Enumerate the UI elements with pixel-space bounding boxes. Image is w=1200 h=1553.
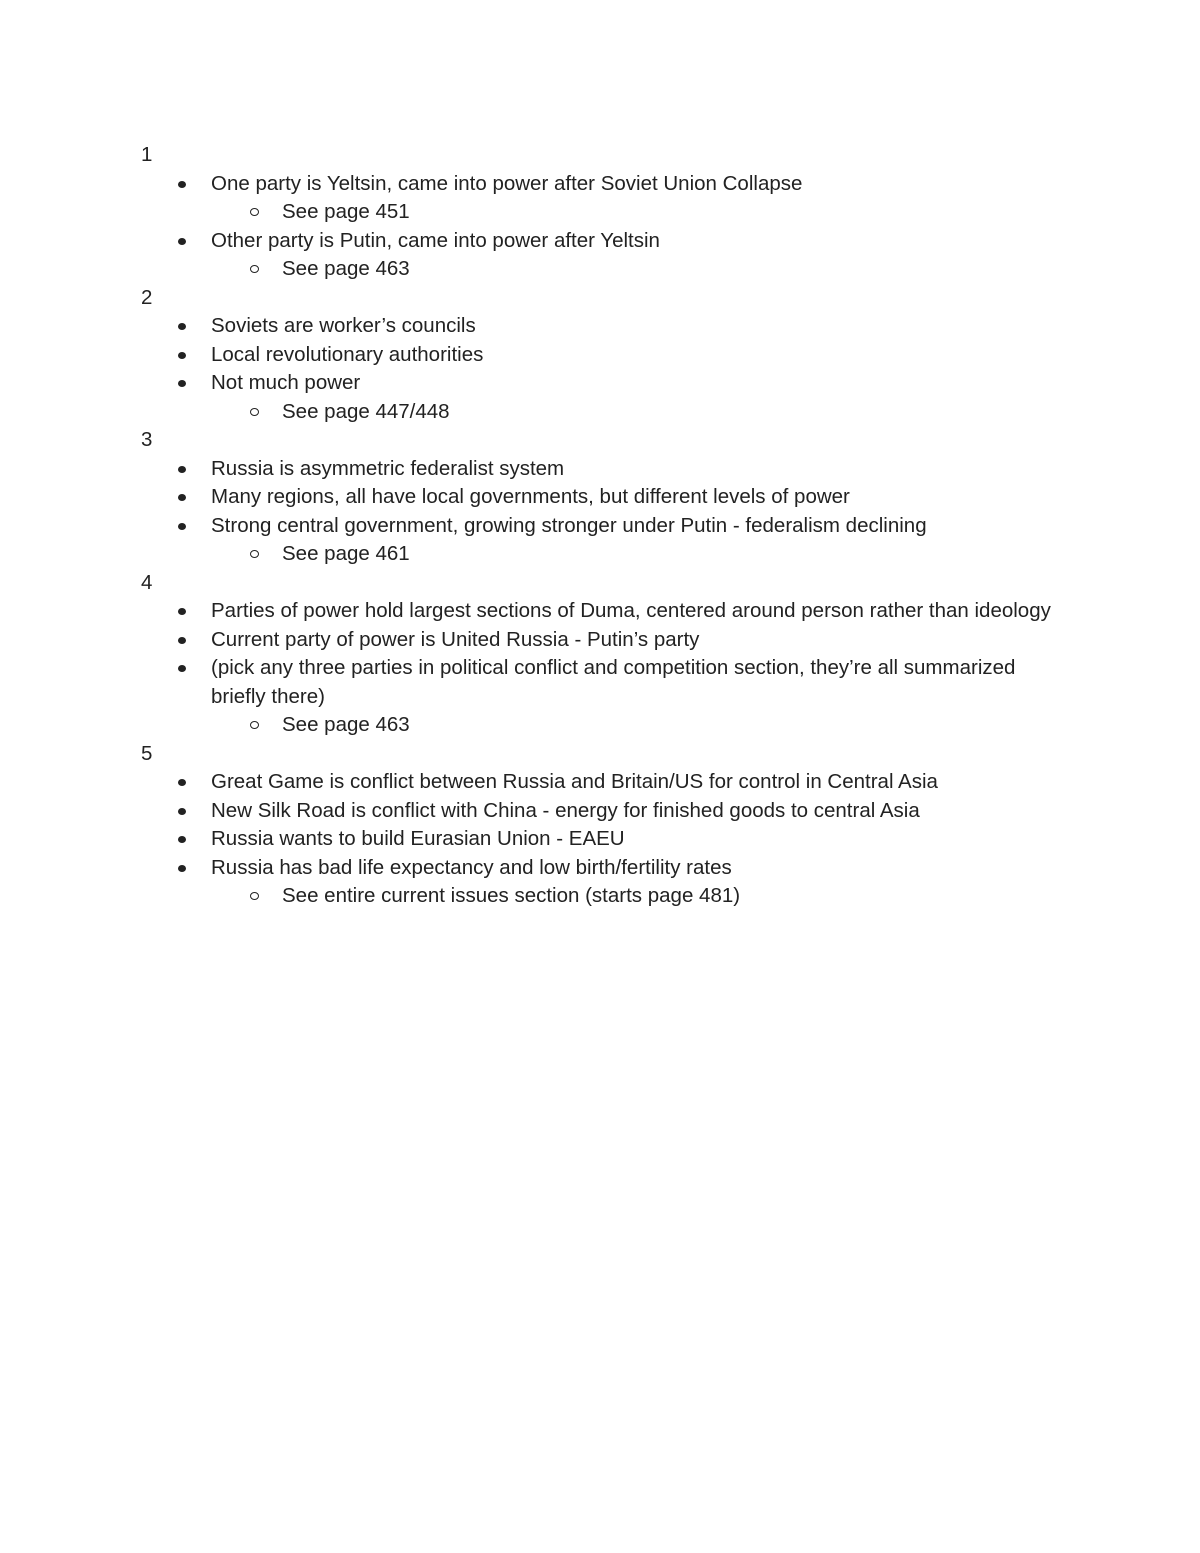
hollow-circle-icon — [250, 892, 259, 900]
section-number: 4 — [141, 570, 153, 594]
bullet-dot-icon — [178, 637, 186, 644]
hollow-circle-icon — [250, 550, 259, 558]
sub-item — [282, 882, 1071, 911]
sub-item — [282, 255, 1071, 284]
bullet-text: Russia is asymmetric federalist system — [211, 456, 565, 480]
bullet-item — [211, 512, 1071, 569]
sub-list — [211, 198, 1071, 227]
bullet-item — [211, 797, 1071, 826]
sub-item-text: See page 463 — [282, 713, 410, 736]
bullet-item — [211, 483, 1071, 512]
bullet-item — [211, 597, 1071, 626]
sub-item-text: See entire current issues section (starts page 481) — [282, 884, 741, 907]
bullet-text: One party is Yeltsin, came into power after Soviet Union Collapse — [211, 171, 803, 195]
bullet-text: Russia has bad life expectancy and low birth/fertility rates — [211, 855, 732, 879]
hollow-circle-icon — [250, 208, 259, 216]
bullet-text: Other party is Putin, came into power after Yeltsin — [211, 228, 660, 252]
bullet-text: Great Game is conflict between Russia and Britain/US for control in Central Asia — [211, 770, 938, 793]
bullet-dot-icon — [178, 665, 186, 672]
sub-list — [211, 398, 1071, 427]
sub-list — [211, 711, 1071, 740]
section-4 — [141, 569, 1071, 740]
bullet-text: Parties of power hold largest sections of Duma, centered around person rather than ideology — [211, 599, 1051, 622]
bullet-item — [211, 768, 1071, 797]
bullet-text: Soviets are worker’s councils — [211, 314, 476, 337]
bullet-text: Russia wants to build Eurasian Union - EAEU — [211, 827, 625, 850]
bullet-item — [211, 170, 1071, 227]
bullet-dot-icon — [178, 323, 186, 330]
bullet-dot-icon — [178, 836, 186, 843]
bullet-dot-icon — [178, 352, 186, 359]
bullet-list — [141, 170, 1071, 284]
bullet-item — [211, 626, 1071, 655]
bullet-item — [211, 825, 1071, 854]
bullet-dot-icon — [178, 494, 186, 501]
bullet-dot-icon — [178, 466, 186, 473]
bullet-dot-icon — [178, 865, 186, 872]
sub-item-text: See page 451 — [282, 200, 410, 223]
bullet-item — [211, 369, 1071, 426]
sub-item-text: See page 461 — [282, 542, 410, 565]
section-1 — [141, 141, 1071, 284]
bullet-item — [211, 455, 1071, 484]
sub-item — [282, 711, 1071, 740]
section-number: 3 — [141, 428, 153, 451]
bullet-item — [211, 227, 1071, 284]
bullet-list — [141, 597, 1071, 740]
bullet-item — [211, 854, 1071, 911]
bullet-dot-icon — [178, 608, 186, 615]
sub-item-text: See page 463 — [282, 257, 410, 280]
section-number: 1 — [141, 143, 153, 166]
sub-list — [211, 255, 1071, 284]
bullet-item — [211, 654, 1071, 740]
bullet-text: Strong central government, growing stronger under Putin - federalism declining — [211, 513, 927, 537]
sub-item — [282, 540, 1071, 569]
bullet-text: Many regions, all have local governments, but different levels of power — [211, 485, 850, 508]
bullet-list — [141, 768, 1071, 911]
sub-item-text: See page 447/448 — [282, 399, 450, 423]
bullet-text: Not much power — [211, 371, 361, 394]
bullet-dot-icon — [178, 181, 186, 188]
bullet-text: New Silk Road is conflict with China - energy for finished goods to central Asia — [211, 798, 920, 822]
bullet-list — [141, 312, 1071, 426]
bullet-text: (pick any three parties in political conflict and competition section, they’re all summarized briefly there) — [211, 656, 1016, 708]
hollow-circle-icon — [250, 721, 259, 729]
sub-item — [282, 198, 1071, 227]
bullet-item — [211, 312, 1071, 341]
sub-list — [211, 540, 1071, 569]
bullet-text: Current party of power is United Russia - Putin’s party — [211, 627, 700, 651]
bullet-dot-icon — [178, 380, 186, 387]
bullet-dot-icon — [178, 808, 186, 815]
hollow-circle-icon — [250, 408, 259, 416]
bullet-item — [211, 341, 1071, 370]
sub-list — [211, 882, 1071, 911]
bullet-dot-icon — [178, 779, 186, 786]
section-2 — [141, 284, 1071, 427]
section-3 — [141, 426, 1071, 569]
bullet-dot-icon — [178, 523, 186, 530]
bullet-list — [141, 455, 1071, 569]
sub-item — [282, 398, 1071, 427]
hollow-circle-icon — [250, 265, 259, 273]
section-5 — [141, 740, 1071, 911]
bullet-dot-icon — [178, 238, 186, 245]
bullet-text: Local revolutionary authorities — [211, 342, 484, 366]
notes-body — [141, 141, 1071, 911]
section-number: 5 — [141, 741, 153, 765]
section-number: 2 — [141, 285, 153, 309]
